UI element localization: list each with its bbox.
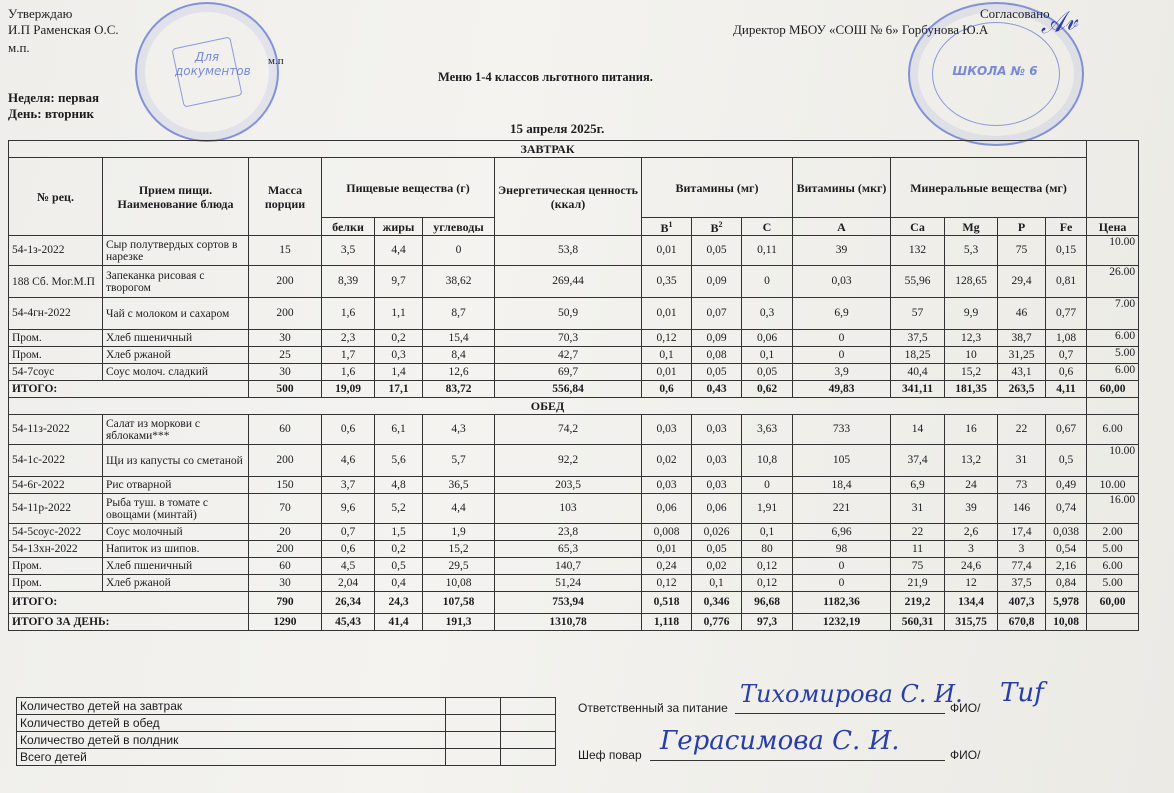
chef-signature: Герасимова С. И. <box>660 726 900 756</box>
col-p: P <box>998 218 1046 236</box>
responsible-signature: Тихомирова С. И. <box>740 680 963 708</box>
table-row: 54-7соус Соус молоч. сладкий 30 1,6 1,4 12,6 69,7 0,01 0,05 0,05 3,9 40,4 15,2 43,1 0,6 6.00 <box>9 364 1139 381</box>
breakfast-total-row: ИТОГО: 500 19,09 17,1 83,72 556,84 0,6 0,43 0,62 49,83 341,11 181,35 263,5 4,11 60,00 <box>9 381 1139 398</box>
col-dish: Прием пищи. Наименование блюда <box>103 158 249 236</box>
col-carbs: углеводы <box>423 218 495 236</box>
col-vitamins-mkg: Витамины (мкг) <box>793 158 891 218</box>
breakfast-section-header <box>9 141 1139 158</box>
responsible-initials-mark: Тиf <box>1000 678 1044 708</box>
children-count-table <box>16 697 556 766</box>
approve-label: Утверждаю <box>8 6 73 21</box>
responsible-fio: ФИО/ <box>950 701 981 715</box>
lunch-total-row: ИТОГО: 790 26,34 24,3 107,58 753,94 0,518 0,346 96,68 1182,36 219,2 134,4 407,3 5,978 60,00 <box>9 592 1139 614</box>
page-title: Меню 1-4 классов льготного питания. <box>438 70 653 84</box>
col-nutrients: Пищевые вещества (г) <box>322 158 495 218</box>
table-row: 188 Сб. Мог.М.П Запеканка рисовая с творогом 200 8,39 9,7 38,62 269,44 0,35 0,09 0 0,03 55,96 128,65 29,4 0,81 26.00 <box>9 266 1139 298</box>
col-price: Цена <box>1087 218 1139 236</box>
col-mass: Масса порции <box>249 158 322 236</box>
table-row: Всего детей <box>17 749 556 766</box>
date-label: 15 апреля 2025г. <box>510 121 605 136</box>
day-label: День: вторник <box>8 106 94 121</box>
table-row: 54-1з-2022 Сыр полутвердых сортов в нарезке 15 3,5 4,4 0 53,8 0,01 0,05 0,11 39 132 5,3 75 0,15 10.00 <box>9 236 1139 266</box>
approver-name: И.П Раменская О.С. <box>8 22 119 37</box>
lunch-section-header <box>9 398 1139 415</box>
chef-fio: ФИО/ <box>950 748 981 762</box>
table-row: 54-1с-2022 Щи из капусты со сметаной 200 4,6 5,6 5,7 92,2 0,02 0,03 10,8 105 37,4 13,2 31 0,5 10.00 <box>9 445 1139 477</box>
table-header-row <box>9 158 1139 218</box>
left-stamp <box>135 2 279 142</box>
responsible-label: Ответственный за питание <box>578 701 728 715</box>
table-row: Пром. Хлеб ржаной 25 1,7 0,3 8,4 42,7 0,1 0,08 0,1 0 18,25 10 31,25 0,7 5.00 <box>9 347 1139 364</box>
table-row: Пром. Хлеб пшеничный 60 4,5 0,5 29,5 140,7 0,24 0,02 0,12 0 75 24,6 77,4 2,16 6.00 <box>9 558 1139 575</box>
chef-line <box>650 760 945 761</box>
col-c: C <box>742 218 793 236</box>
col-fats: жиры <box>375 218 423 236</box>
col-minerals: Минеральные вещества (мг) <box>891 158 1087 218</box>
table-row: 54-11р-2022 Рыба туш. в томате с овощами (минтай) 70 9,6 5,2 4,4 103 0,06 0,06 1,91 221 31 39 146 0,74 16.00 <box>9 494 1139 524</box>
right-stamp-text: ШКОЛА № 6 <box>952 64 1038 78</box>
mp-left: м.п. <box>8 40 30 55</box>
director-signature-mark: 𝒜𝓋 <box>1038 5 1080 41</box>
col-vitamins-mg: Витамины (мг) <box>642 158 793 218</box>
breakfast-title: ЗАВТРАК <box>9 141 1087 158</box>
col-energy: Энергетическая ценность (ккал) <box>495 158 642 236</box>
director-line: Директор МБОУ «СОШ № 6» Горбунова Ю.А <box>733 22 989 37</box>
left-stamp-text: Для документов <box>175 50 251 78</box>
table-row: 54-5соус-2022 Соус молочный 20 0,7 1,5 1,9 23,8 0,008 0,026 0,1 6,96 22 2,6 17,4 0,038 2.00 <box>9 524 1139 541</box>
day-total-row: ИТОГО ЗА ДЕНЬ: 1290 45,43 41,4 191,3 1310,78 1,118 0,776 97,3 1232,19 560,31 315,75 670,8 10,08 <box>9 614 1139 631</box>
chef-label: Шеф повар <box>578 748 642 762</box>
table-row: 54-4гн-2022 Чай с молоком и сахаром 200 1,6 1,1 8,7 50,9 0,01 0,07 0,3 6,9 57 9,9 46 0,77 7.00 <box>9 298 1139 330</box>
lunch-title: ОБЕД <box>9 398 1087 415</box>
col-ca: Ca <box>891 218 945 236</box>
table-row: Пром. Хлеб ржаной 30 2,04 0,4 10,08 51,24 0,12 0,1 0,12 0 21,9 12 37,5 0,84 5.00 <box>9 575 1139 592</box>
week-label: Неделя: первая <box>8 90 100 105</box>
col-a: A <box>793 218 891 236</box>
col-fe: Fe <box>1046 218 1087 236</box>
col-b1: $B^1$ <box>642 218 692 236</box>
col-rec: № рец. <box>9 158 103 236</box>
menu-table <box>8 140 1139 631</box>
responsible-line <box>735 713 945 714</box>
table-row: 54-13хн-2022 Напиток из шипов. 200 0,6 0,2 15,2 65,3 0,01 0,05 80 98 11 3 3 0,54 5.00 <box>9 541 1139 558</box>
table-row: Количество детей в полдник <box>17 732 556 749</box>
agreed-label: Согласовано <box>980 6 1050 21</box>
col-b2: $B^2$ <box>692 218 742 236</box>
col-mg: Mg <box>945 218 998 236</box>
table-row: 54-6г-2022 Рис отварной 150 3,7 4,8 36,5 203,5 0,03 0,03 0 18,4 6,9 24 73 0,49 10.00 <box>9 477 1139 494</box>
mp-stamp: м.п <box>268 55 284 67</box>
table-row: Количество детей на завтрак <box>17 698 556 715</box>
table-row: Количество детей в обед <box>17 715 556 732</box>
table-row: 54-11з-2022 Салат из моркови с яблоками*** 60 0,6 6,1 4,3 74,2 0,03 0,03 3,63 733 14 16 22 0,67 6.00 <box>9 415 1139 445</box>
col-proteins: белки <box>322 218 375 236</box>
table-row: Пром. Хлеб пшеничный 30 2,3 0,2 15,4 70,3 0,12 0,09 0,06 0 37,5 12,3 38,7 1,08 6.00 <box>9 330 1139 347</box>
